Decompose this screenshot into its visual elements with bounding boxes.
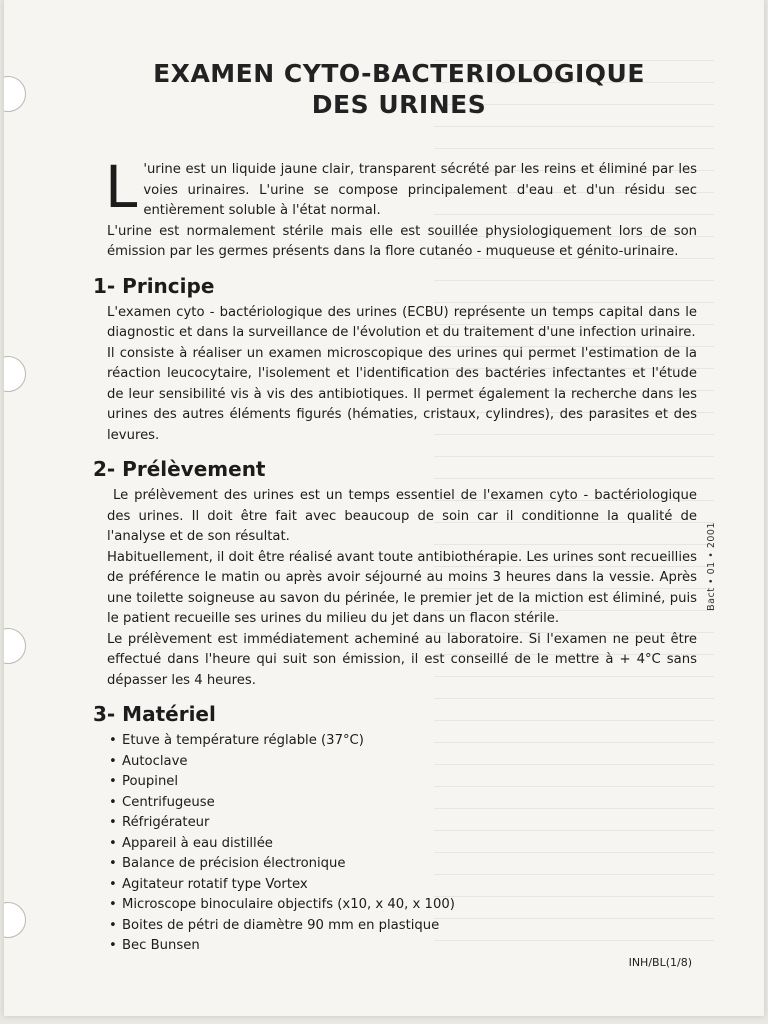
section-heading-prelevement: 2- Prélèvement [93, 457, 266, 481]
list-item: • Balance de précision électronique [109, 854, 697, 875]
list-item: • Poupinel [109, 772, 697, 793]
principe-paragraph-2: Il consiste à réaliser un examen microscopique des urines qui permet l'estimation de la réaction leucocytaire, l'isolement et l'identification des bactéries infectantes et l'étude de leur sensibilité vis à vis des antibiotiques. Il permet également la recherche dans les urines des autres éléments figurés (hématies, cristaux, cylindres), des parasites et des levures. [107, 345, 697, 443]
prelevement-paragraph-2: Habituellement, il doit être réalisé avant toute antibiothérapie. Les urines sont recueillies de préférence le matin ou après avoir séjourné au moins 3 heures dans la vessie. Après une toilette soigneuse au savon du périnée, le premier jet de la miction est éliminé, puis le patient recueille ses urines du milieu du jet dans un flacon stérile. [107, 549, 697, 626]
page-reference: INH/BL(1/8) [628, 956, 692, 969]
section-heading-principe: 1- Principe [93, 273, 215, 298]
list-item: • Etuve à température réglable (37°C) [109, 731, 697, 752]
drop-cap: L [105, 153, 138, 221]
list-item: • Microscope binoculaire objectifs (x10, x 40, x 100) [109, 895, 697, 916]
intro-paragraph-2: L'urine est normalement stérile mais elle est souillée physiologiquement lors de son émission par les germes présents dans la flore cutanéo - muqueuse et génito-urinaire. [107, 223, 697, 259]
list-item: • Appareil à eau distillée [109, 834, 697, 855]
principe-paragraph-1: L'examen cyto - bactériologique des urines (ECBU) représente un temps capital dans le diagnostic et dans la surveillance de l'évolution et du traitement d'une infection urinaire. [107, 304, 697, 340]
title-line-1: EXAMEN CYTO-BACTERIOLOGIQUE [153, 59, 645, 88]
list-item: • Bec Bunsen [109, 936, 697, 957]
document-title [4, 58, 764, 120]
binder-hole [4, 356, 26, 392]
prelevement-paragraph-1: Le prélèvement des urines est un temps essentiel de l'examen cyto - bactériologique des urines. Il doit être fait avec beaucoup de soin car il conditionne la qualité de l'analyse et de son résultat. [107, 488, 697, 544]
list-item: • Boites de pétri de diamètre 90 mm en plastique [109, 916, 697, 937]
binder-hole [4, 628, 26, 664]
intro-paragraph-1 [105, 153, 697, 222]
list-item: • Centrifugeuse [109, 793, 697, 814]
list-item: • Agitateur rotatif type Vortex [109, 875, 697, 896]
side-stamp: Bact • 01 • 2001 [706, 522, 717, 611]
list-item: • Autoclave [109, 752, 697, 773]
section-heading-materiel: 3- Matériel [93, 702, 216, 726]
materiel-list [107, 731, 697, 957]
list-item: • Réfrigérateur [109, 813, 697, 834]
intro-text-1: 'urine est un liquide jaune clair, transparent sécrété par les reins et éliminé par les voies urinaires. L'urine se compose principalement d'eau et d'un résidu sec entièrement soluble à l'état normal. [143, 162, 697, 218]
prelevement-paragraph-3: Le prélèvement est immédiatement acheminé au laboratoire. Si l'examen ne peut être effectué dans l'heure qui suit son émission, il est conseillé de le mettre à + 4°C sans dépasser les 4 heures. [107, 631, 697, 688]
document-page [4, 0, 764, 1016]
title-line-2: DES URINES [311, 90, 487, 119]
binder-hole [4, 902, 26, 938]
document-body [93, 153, 697, 957]
